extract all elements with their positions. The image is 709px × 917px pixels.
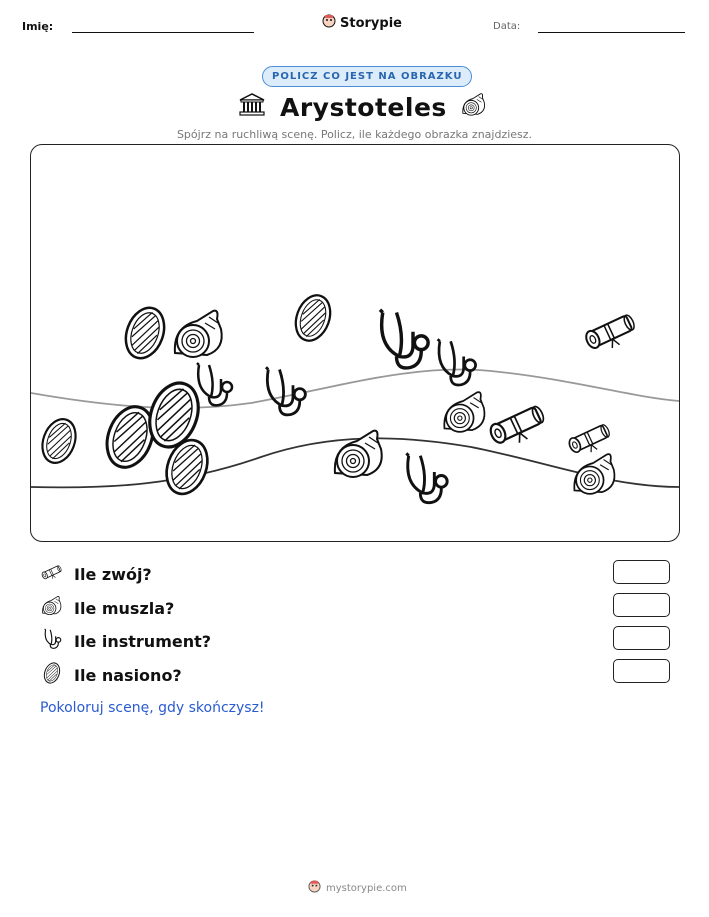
seed-item bbox=[37, 414, 82, 467]
stethoscope-item bbox=[380, 310, 428, 368]
brand bbox=[322, 14, 402, 32]
seed-icon bbox=[40, 661, 64, 689]
name-field[interactable] bbox=[72, 32, 254, 33]
stethoscope-item bbox=[438, 339, 476, 385]
shell-item bbox=[444, 392, 484, 432]
name-label: Imię: bbox=[22, 20, 54, 33]
shell-item bbox=[574, 454, 614, 494]
answer-box-seed[interactable] bbox=[613, 659, 670, 683]
seed-item bbox=[119, 302, 171, 363]
storypie-logo-icon bbox=[308, 880, 321, 896]
question-label: Ile muszla? bbox=[74, 598, 175, 618]
shell-icon bbox=[40, 595, 64, 621]
shell-item bbox=[175, 311, 222, 357]
brand-name: Storypie bbox=[340, 15, 402, 31]
temple-icon bbox=[238, 92, 266, 122]
storypie-logo-icon bbox=[322, 14, 336, 32]
question-seed bbox=[40, 661, 182, 689]
stethoscope-item bbox=[197, 363, 232, 405]
answer-box-shell[interactable] bbox=[613, 593, 670, 617]
question-label: Ile instrument? bbox=[74, 631, 212, 651]
title-row bbox=[238, 92, 487, 122]
question-scroll bbox=[40, 562, 152, 586]
date-field[interactable] bbox=[538, 32, 685, 33]
footer bbox=[308, 880, 407, 896]
question-label: Ile zwój? bbox=[74, 564, 152, 584]
seed-item bbox=[290, 290, 336, 345]
footer-site: mystorypie.com bbox=[326, 882, 407, 894]
activity-badge: POLICZ CO JEST NA OBRAZKU bbox=[262, 66, 472, 87]
counting-scene[interactable] bbox=[30, 144, 680, 542]
page-title: Arystoteles bbox=[280, 92, 447, 122]
stethoscope-item bbox=[406, 453, 447, 502]
date-label: Data: bbox=[493, 21, 521, 32]
scroll-item bbox=[488, 404, 549, 452]
scroll-item bbox=[584, 313, 640, 357]
color-prompt: Pokoloruj scenę, gdy skończysz! bbox=[40, 700, 265, 716]
question-shell bbox=[40, 595, 174, 621]
scroll-icon bbox=[40, 562, 64, 586]
shell-icon bbox=[461, 92, 487, 122]
question-label: Ile nasiono? bbox=[74, 665, 182, 685]
stethoscope-item bbox=[266, 367, 305, 415]
shell-item bbox=[335, 431, 382, 477]
instructions: Spójrz na ruchliwą scenę. Policz, ile każdego obrazka znajdziesz. bbox=[176, 128, 533, 141]
stethoscope-icon bbox=[40, 628, 64, 654]
question-stethoscope bbox=[40, 628, 211, 654]
answer-box-stethoscope[interactable] bbox=[613, 626, 670, 650]
answer-box-scroll[interactable] bbox=[613, 560, 670, 584]
